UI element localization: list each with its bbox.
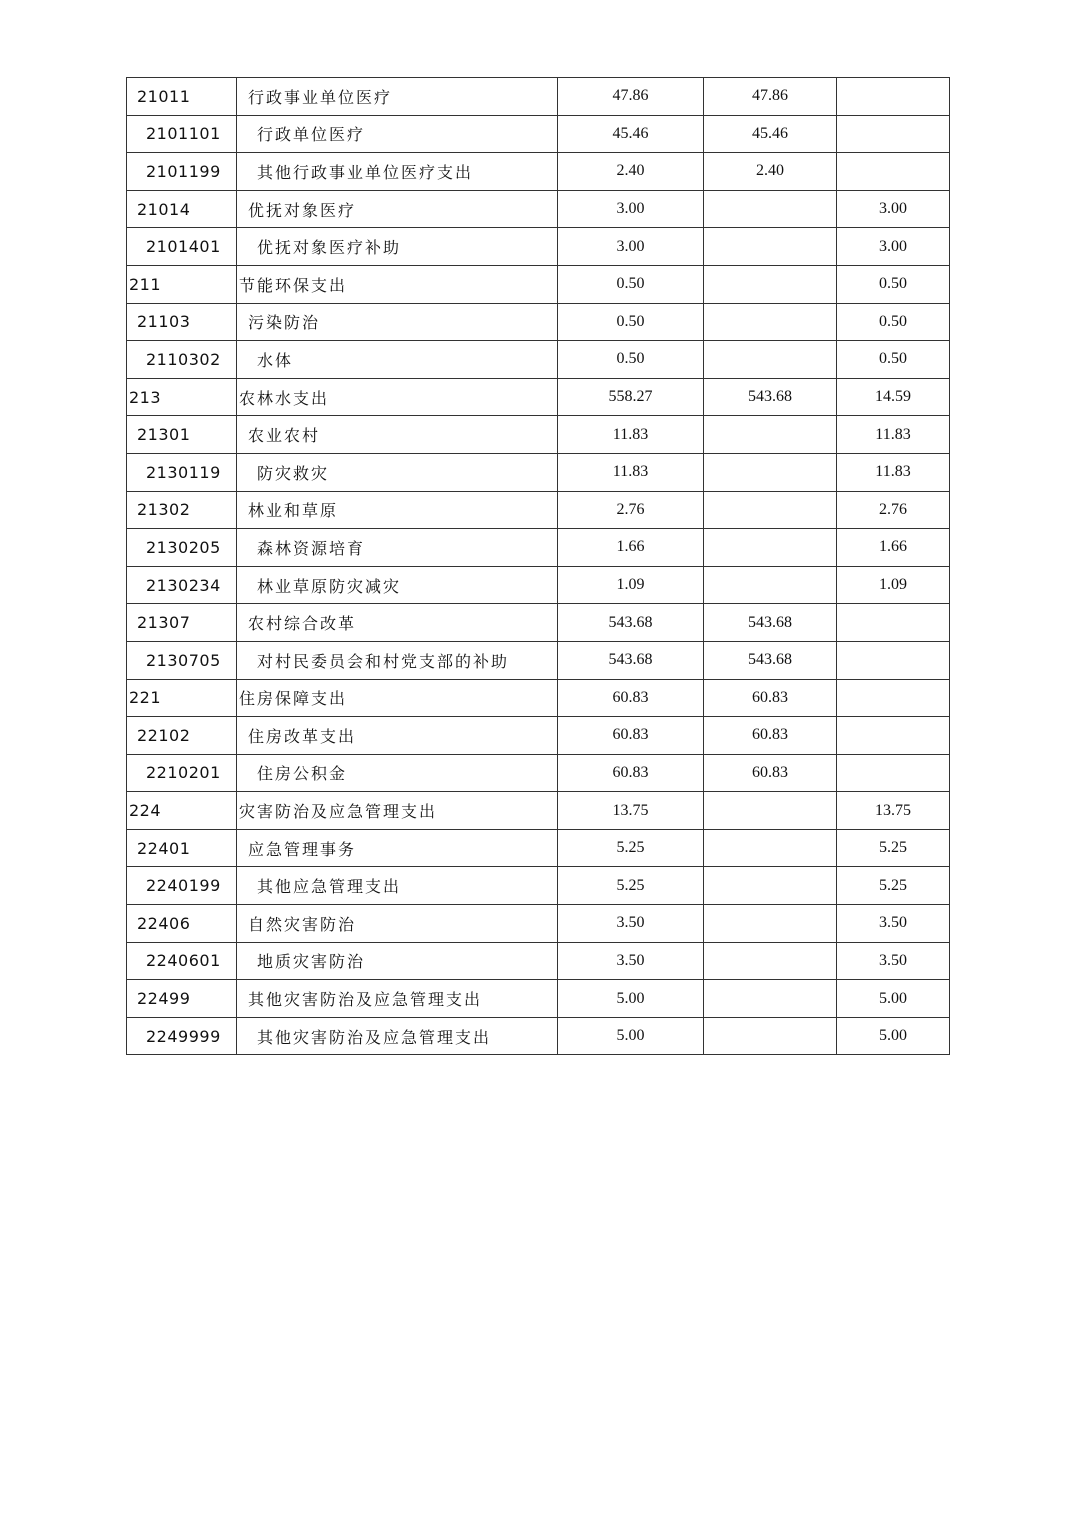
table-row — [127, 641, 950, 679]
project-cell: 5.25 — [837, 867, 950, 905]
code-cell: 21302 — [127, 491, 237, 529]
code-cell: 2210201 — [127, 754, 237, 792]
table-row — [127, 341, 950, 379]
name-cell: 农村综合改革 — [237, 604, 558, 642]
total-cell: 5.00 — [558, 980, 704, 1018]
basic-cell — [704, 1017, 837, 1055]
table-row — [127, 792, 950, 830]
project-cell — [837, 754, 950, 792]
total-cell: 5.00 — [558, 1017, 704, 1055]
basic-cell — [704, 228, 837, 266]
total-cell: 3.50 — [558, 905, 704, 943]
code-cell: 221 — [127, 679, 237, 717]
table-row — [127, 228, 950, 266]
basic-cell — [704, 792, 837, 830]
name-cell: 林业草原防灾减灾 — [237, 566, 558, 604]
table-row — [127, 829, 950, 867]
table-row — [127, 566, 950, 604]
name-cell: 水体 — [237, 341, 558, 379]
total-cell: 11.83 — [558, 453, 704, 491]
table-row — [127, 453, 950, 491]
table-row — [127, 529, 950, 567]
basic-cell — [704, 341, 837, 379]
basic-cell: 45.46 — [704, 115, 837, 153]
total-cell: 0.50 — [558, 265, 704, 303]
name-cell: 住房公积金 — [237, 754, 558, 792]
basic-cell — [704, 867, 837, 905]
table-row — [127, 115, 950, 153]
basic-cell — [704, 303, 837, 341]
table-row — [127, 717, 950, 755]
basic-cell — [704, 453, 837, 491]
total-cell: 543.68 — [558, 604, 704, 642]
table-row — [127, 754, 950, 792]
project-cell: 1.66 — [837, 529, 950, 567]
table-row — [127, 867, 950, 905]
basic-cell: 60.83 — [704, 717, 837, 755]
table-row — [127, 416, 950, 454]
basic-cell — [704, 416, 837, 454]
code-cell: 2101401 — [127, 228, 237, 266]
code-cell: 2101199 — [127, 153, 237, 191]
name-cell: 农业农村 — [237, 416, 558, 454]
basic-cell — [704, 980, 837, 1018]
project-cell — [837, 604, 950, 642]
table-row — [127, 1017, 950, 1055]
code-cell: 2240199 — [127, 867, 237, 905]
name-cell: 其他灾害防治及应急管理支出 — [237, 1017, 558, 1055]
project-cell: 0.50 — [837, 303, 950, 341]
total-cell: 60.83 — [558, 754, 704, 792]
project-cell: 3.50 — [837, 942, 950, 980]
project-cell: 13.75 — [837, 792, 950, 830]
code-cell: 2101101 — [127, 115, 237, 153]
code-cell: 2130119 — [127, 453, 237, 491]
total-cell: 0.50 — [558, 341, 704, 379]
basic-cell: 60.83 — [704, 754, 837, 792]
code-cell: 2110302 — [127, 341, 237, 379]
basic-cell: 543.68 — [704, 604, 837, 642]
total-cell: 3.00 — [558, 190, 704, 228]
total-cell: 11.83 — [558, 416, 704, 454]
project-cell — [837, 78, 950, 116]
basic-cell — [704, 942, 837, 980]
table-row — [127, 78, 950, 116]
code-cell: 22406 — [127, 905, 237, 943]
basic-cell — [704, 265, 837, 303]
code-cell: 2130705 — [127, 641, 237, 679]
basic-cell: 47.86 — [704, 78, 837, 116]
code-cell: 2240601 — [127, 942, 237, 980]
name-cell: 防灾救灾 — [237, 453, 558, 491]
project-cell: 0.50 — [837, 341, 950, 379]
code-cell: 211 — [127, 265, 237, 303]
code-cell: 224 — [127, 792, 237, 830]
total-cell: 3.00 — [558, 228, 704, 266]
name-cell: 优抚对象医疗补助 — [237, 228, 558, 266]
name-cell: 其他灾害防治及应急管理支出 — [237, 980, 558, 1018]
project-cell: 2.76 — [837, 491, 950, 529]
name-cell: 行政单位医疗 — [237, 115, 558, 153]
basic-cell: 543.68 — [704, 641, 837, 679]
name-cell: 其他行政事业单位医疗支出 — [237, 153, 558, 191]
table-row — [127, 905, 950, 943]
total-cell: 5.25 — [558, 867, 704, 905]
code-cell: 2249999 — [127, 1017, 237, 1055]
basic-cell: 2.40 — [704, 153, 837, 191]
table-row — [127, 378, 950, 416]
project-cell: 11.83 — [837, 416, 950, 454]
code-cell: 22499 — [127, 980, 237, 1018]
project-cell — [837, 717, 950, 755]
name-cell: 对村民委员会和村党支部的补助 — [237, 641, 558, 679]
table-row — [127, 265, 950, 303]
name-cell: 灾害防治及应急管理支出 — [237, 792, 558, 830]
total-cell: 2.76 — [558, 491, 704, 529]
name-cell: 自然灾害防治 — [237, 905, 558, 943]
basic-cell: 543.68 — [704, 378, 837, 416]
name-cell: 住房改革支出 — [237, 717, 558, 755]
project-cell — [837, 641, 950, 679]
name-cell: 森林资源培育 — [237, 529, 558, 567]
basic-cell — [704, 491, 837, 529]
total-cell: 3.50 — [558, 942, 704, 980]
code-cell: 213 — [127, 378, 237, 416]
total-cell: 60.83 — [558, 717, 704, 755]
basic-cell — [704, 529, 837, 567]
name-cell: 其他应急管理支出 — [237, 867, 558, 905]
project-cell: 0.50 — [837, 265, 950, 303]
code-cell: 21014 — [127, 190, 237, 228]
name-cell: 优抚对象医疗 — [237, 190, 558, 228]
project-cell: 3.50 — [837, 905, 950, 943]
total-cell: 0.50 — [558, 303, 704, 341]
basic-cell — [704, 829, 837, 867]
project-cell: 5.25 — [837, 829, 950, 867]
project-cell: 11.83 — [837, 453, 950, 491]
table-body — [127, 78, 950, 1055]
project-cell: 5.00 — [837, 1017, 950, 1055]
name-cell: 污染防治 — [237, 303, 558, 341]
basic-cell: 60.83 — [704, 679, 837, 717]
table-row — [127, 190, 950, 228]
table-row — [127, 604, 950, 642]
total-cell: 60.83 — [558, 679, 704, 717]
budget-table — [126, 77, 950, 1055]
table-row — [127, 303, 950, 341]
project-cell: 1.09 — [837, 566, 950, 604]
project-cell — [837, 115, 950, 153]
total-cell: 1.66 — [558, 529, 704, 567]
code-cell: 21103 — [127, 303, 237, 341]
total-cell: 47.86 — [558, 78, 704, 116]
table-row — [127, 980, 950, 1018]
total-cell: 2.40 — [558, 153, 704, 191]
name-cell: 行政事业单位医疗 — [237, 78, 558, 116]
total-cell: 45.46 — [558, 115, 704, 153]
project-cell: 3.00 — [837, 228, 950, 266]
basic-cell — [704, 905, 837, 943]
code-cell: 2130205 — [127, 529, 237, 567]
total-cell: 5.25 — [558, 829, 704, 867]
code-cell: 21307 — [127, 604, 237, 642]
name-cell: 节能环保支出 — [237, 265, 558, 303]
code-cell: 21011 — [127, 78, 237, 116]
code-cell: 21301 — [127, 416, 237, 454]
total-cell: 543.68 — [558, 641, 704, 679]
name-cell: 地质灾害防治 — [237, 942, 558, 980]
total-cell: 13.75 — [558, 792, 704, 830]
project-cell: 5.00 — [837, 980, 950, 1018]
basic-cell — [704, 190, 837, 228]
name-cell: 农林水支出 — [237, 378, 558, 416]
table-row — [127, 153, 950, 191]
total-cell: 1.09 — [558, 566, 704, 604]
table-row — [127, 679, 950, 717]
code-cell: 2130234 — [127, 566, 237, 604]
name-cell: 应急管理事务 — [237, 829, 558, 867]
table-row — [127, 942, 950, 980]
project-cell: 14.59 — [837, 378, 950, 416]
total-cell: 558.27 — [558, 378, 704, 416]
project-cell: 3.00 — [837, 190, 950, 228]
code-cell: 22102 — [127, 717, 237, 755]
project-cell — [837, 153, 950, 191]
name-cell: 住房保障支出 — [237, 679, 558, 717]
table-row — [127, 491, 950, 529]
project-cell — [837, 679, 950, 717]
code-cell: 22401 — [127, 829, 237, 867]
name-cell: 林业和草原 — [237, 491, 558, 529]
basic-cell — [704, 566, 837, 604]
